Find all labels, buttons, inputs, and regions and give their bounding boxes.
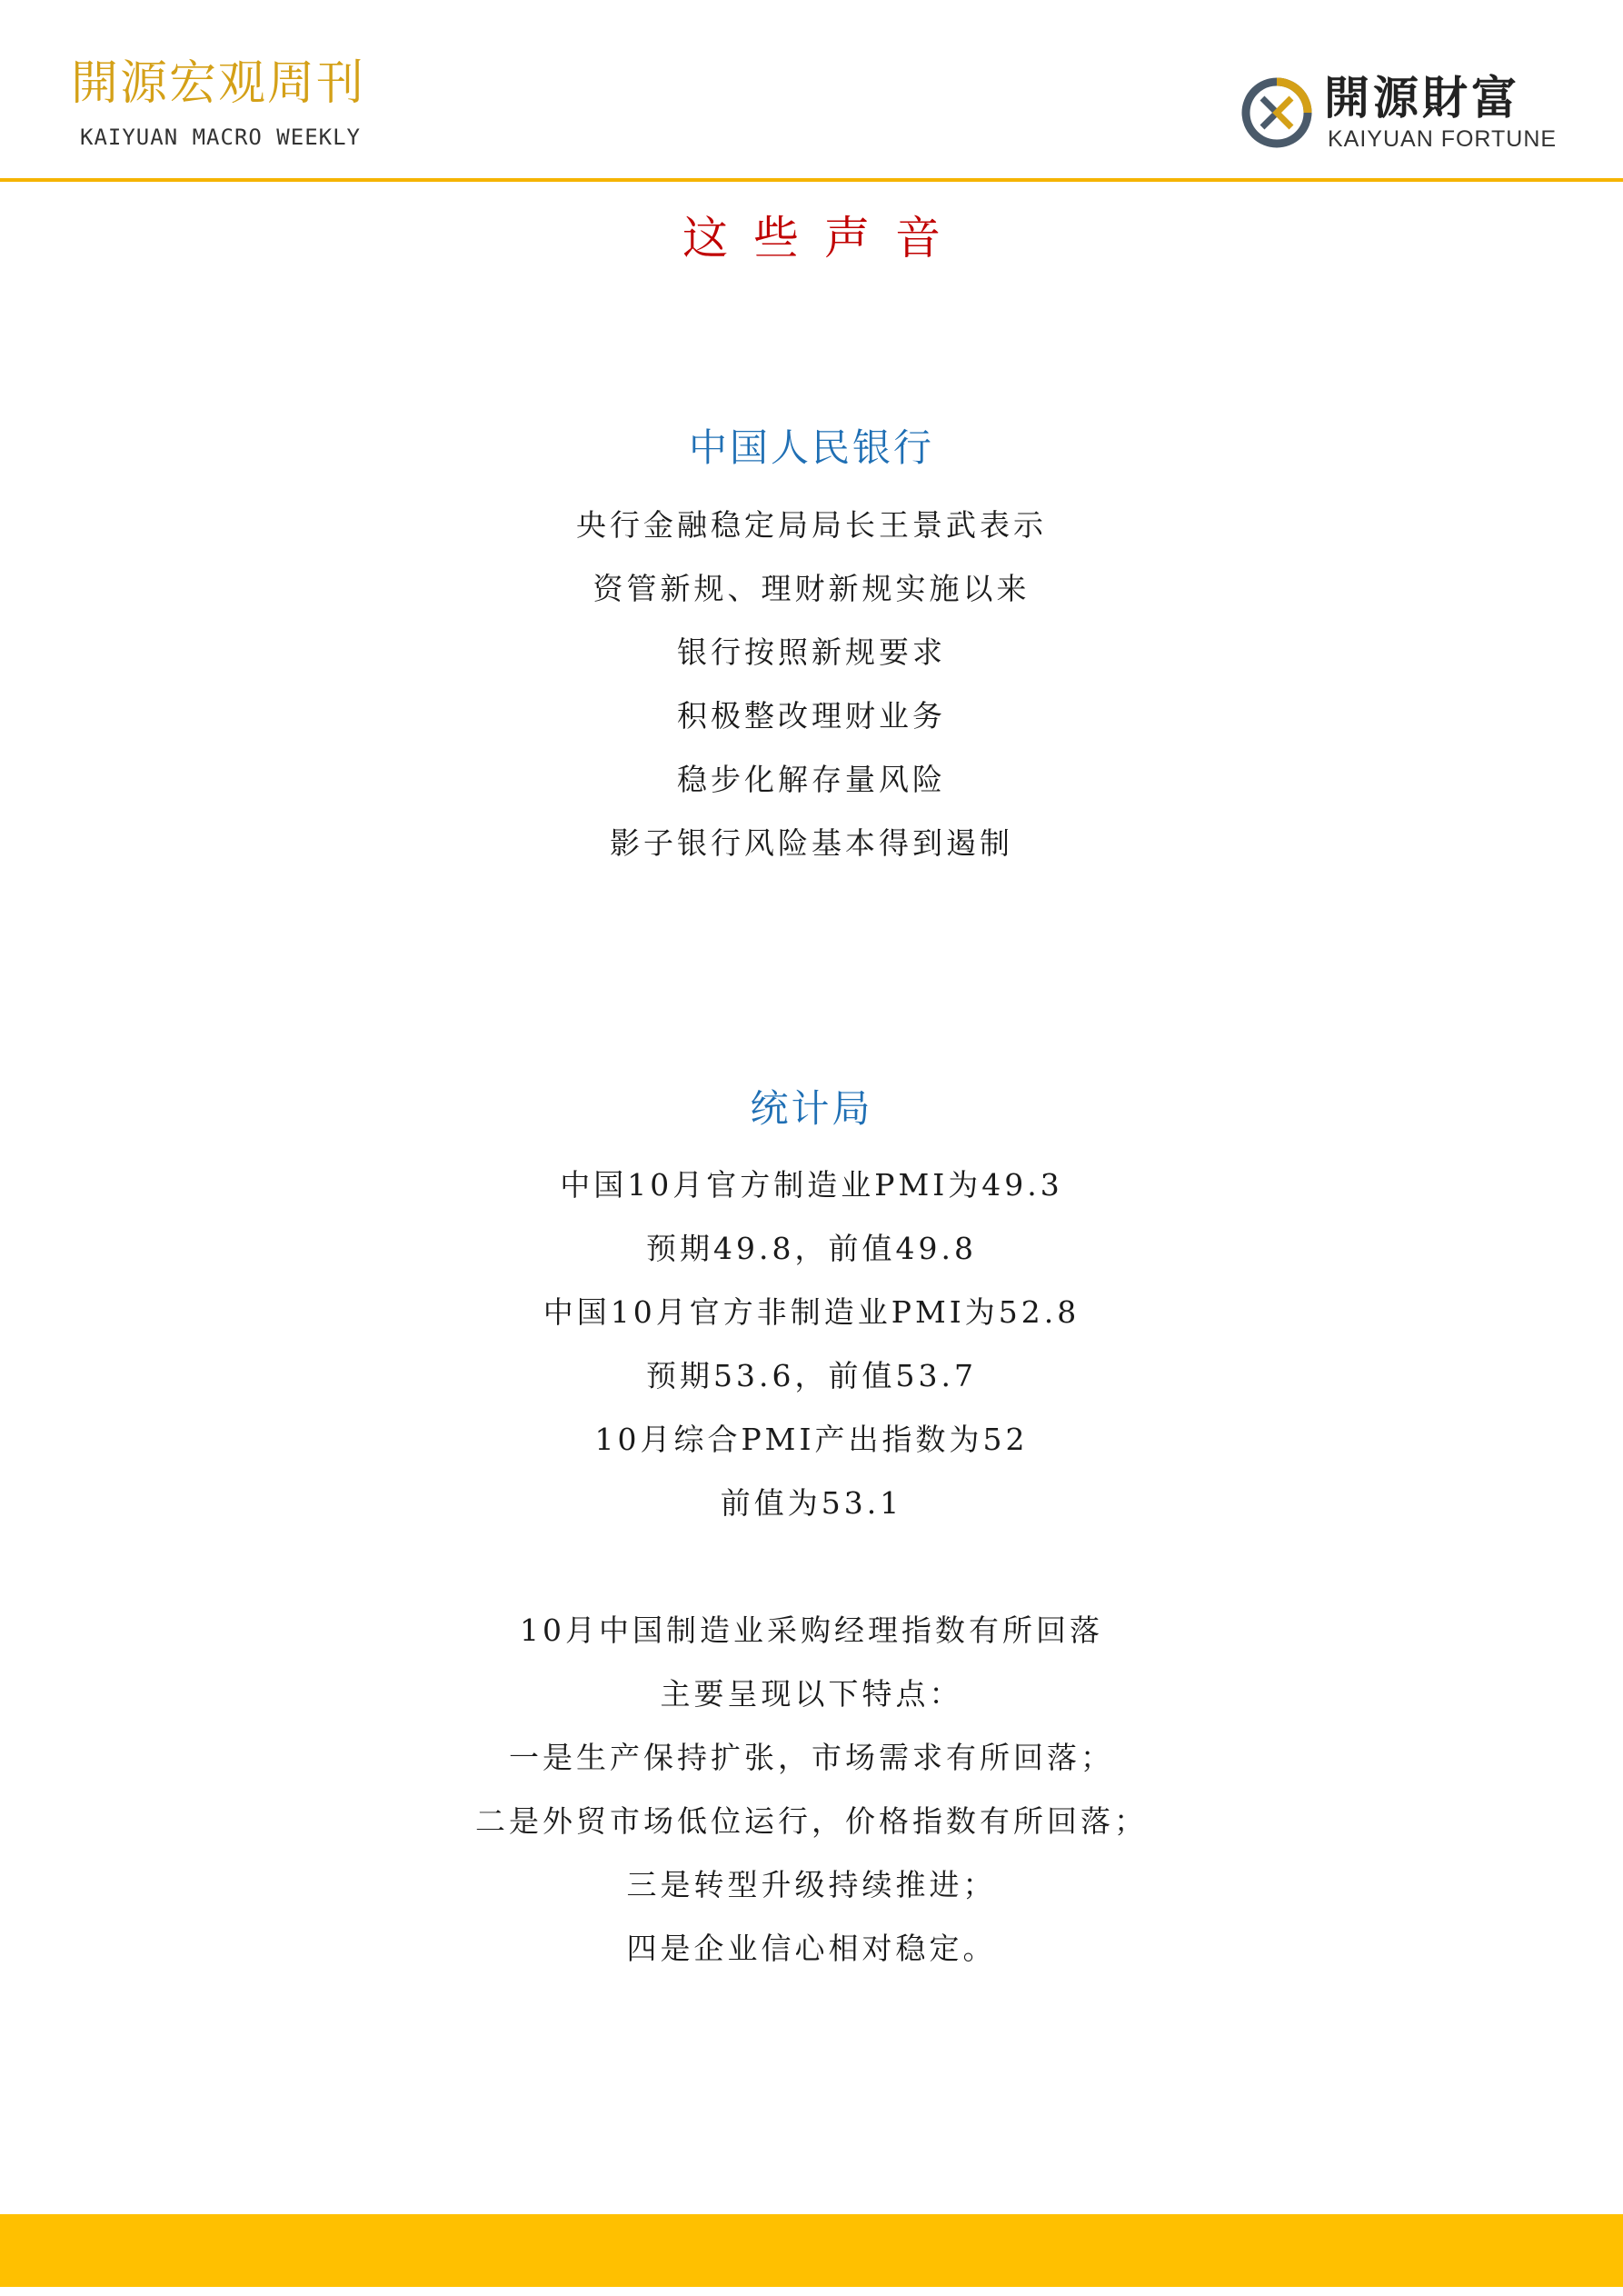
text-line: 二是外贸市场低位运行，价格指数有所回落； [475, 1803, 1148, 1839]
section-nbs-summary-lines [0, 1599, 1623, 1981]
logo-name-cn: 開源財富 [1324, 72, 1520, 125]
text-line: 影子银行风险基本得到遏制 [610, 825, 1013, 861]
section-heading-pboc: 中国人民银行 [688, 425, 934, 470]
text-line: 稳步化解存量风险 [677, 762, 946, 797]
section-heading-nbs: 统计局 [750, 1086, 873, 1131]
publication-subtitle: KAIYUAN MACRO WEEKLY [80, 125, 361, 150]
text-line: 四是企业信心相对稳定。 [626, 1931, 997, 1966]
text-line: 预期49.8，前值49.8 [646, 1231, 977, 1266]
publication-title: 開源宏观周刊 [71, 56, 366, 111]
kaiyuan-logo-mark-icon [1240, 76, 1313, 149]
logo-name-en: KAIYUAN FORTUNE [1328, 126, 1558, 152]
footer-band [0, 2214, 1623, 2287]
kaiyuan-fortune-logo [1240, 69, 1568, 160]
text-line: 资管新规、理财新规实施以来 [592, 571, 1031, 606]
text-line: 中国10月官方制造业PMI为49.3 [560, 1167, 1063, 1203]
text-line: 央行金融稳定局局长王景武表示 [576, 507, 1047, 543]
text-line: 中国10月官方非制造业PMI为52.8 [543, 1294, 1080, 1330]
text-line: 10月综合PMI产出指数为52 [594, 1422, 1029, 1457]
header-divider [0, 178, 1623, 182]
page-header [0, 0, 1623, 182]
text-line: 预期53.6，前值53.7 [646, 1358, 977, 1393]
text-line: 三是转型升级持续推进； [626, 1867, 997, 1902]
text-line: 一是生产保持扩张，市场需求有所回落； [509, 1740, 1114, 1775]
page-title: 这些声音 [682, 212, 966, 265]
text-line: 积极整改理财业务 [677, 698, 946, 734]
text-line: 前值为53.1 [720, 1485, 903, 1521]
section-nbs-lines [0, 1153, 1623, 1535]
text-line: 10月中国制造业采购经理指数有所回落 [520, 1612, 1103, 1648]
text-line: 主要呈现以下特点： [660, 1676, 963, 1712]
section-pboc-lines [0, 494, 1623, 875]
text-line: 银行按照新规要求 [677, 634, 946, 670]
